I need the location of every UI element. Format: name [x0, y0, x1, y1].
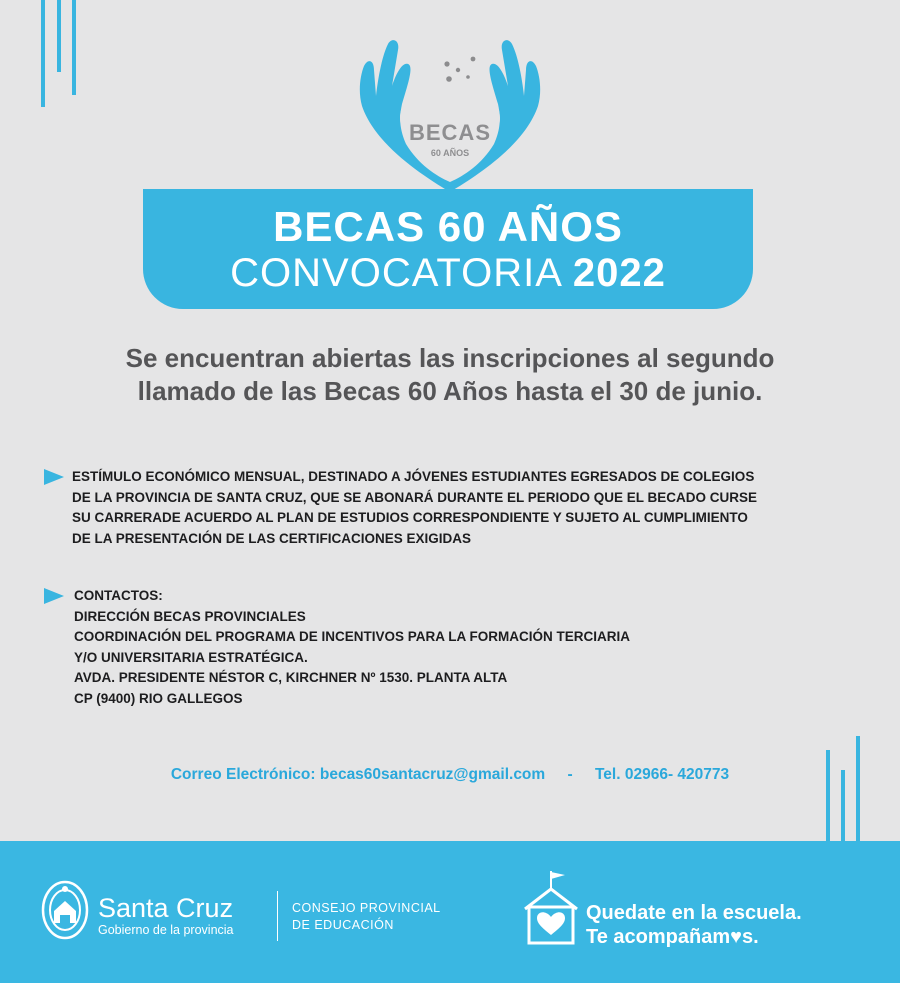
- headline-line-2: llamado de las Becas 60 Años hasta el 30 de junio.: [137, 376, 763, 406]
- contacts-text: [74, 586, 630, 709]
- logo-sub: 60 AÑOS: [430, 148, 470, 158]
- footer-divider: [277, 891, 278, 941]
- title-banner: [143, 189, 753, 309]
- contacts-line: DIRECCIÓN BECAS PROVINCIALES: [74, 608, 306, 624]
- contacts-line: COORDINACIÓN DEL PROGRAMA DE INCENTIVOS PARA LA FORMACIÓN TERCIARIA: [74, 629, 631, 644]
- description-line: DE LA PRESENTACIÓN DE LAS CERTIFICACIONES EXIGIDAS: [72, 530, 472, 546]
- council-name: [292, 900, 441, 934]
- becas-logo: [350, 34, 550, 194]
- logo-name: BECAS: [408, 120, 491, 145]
- slogan: [586, 901, 802, 949]
- slogan-line-1: Quedate en la escuela.: [586, 902, 802, 924]
- banner-subtitle-prefix: CONVOCATORIA: [230, 251, 561, 295]
- phone-link[interactable]: Tel. 02966- 420773: [594, 766, 730, 783]
- contacts-line: AVDA. PRESIDENTE NÉSTOR C, KIRCHNER Nº 1530. PLANTA ALTA: [74, 670, 508, 685]
- email-link[interactable]: Correo Electrónico: becas60santacruz@gmail.com: [170, 766, 546, 783]
- contacts-line: Y/O UNIVERSITARIA ESTRATÉGICA.: [74, 649, 308, 665]
- heart-hands-icon: [350, 34, 550, 194]
- banner-subtitle: [143, 251, 753, 296]
- description-line: DE LA PROVINCIA DE SANTA CRUZ, QUE SE ABONARÁ DURANTE EL PERIODO QUE EL BECADO CURSE: [72, 489, 758, 505]
- council-line-1: CONSEJO PROVINCIAL: [292, 901, 441, 915]
- description-line: ESTÍMULO ECONÓMICO MENSUAL, DESTINADO A JÓVENES ESTUDIANTES EGRESADOS DE COLEGIOS: [72, 469, 755, 484]
- footer: [0, 841, 900, 983]
- banner-title: BECAS 60 AÑOS: [273, 203, 623, 250]
- contact-separator: -: [567, 766, 573, 783]
- description-text: [72, 467, 757, 549]
- contact-line: [0, 766, 900, 784]
- decorative-bars-top-left: [38, 0, 78, 110]
- province-emblem-icon: [40, 879, 90, 941]
- banner-year: 2022: [572, 251, 666, 295]
- headline: [40, 342, 860, 408]
- slogan-line-2: Te acompañam♥s.: [586, 926, 759, 948]
- province-name: Santa Cruz: [98, 893, 234, 923]
- triangle-bullet-icon: [44, 588, 64, 604]
- triangle-bullet-icon: [44, 469, 64, 485]
- contacts-heading: CONTACTOS:: [74, 588, 163, 603]
- decorative-bars-right: [824, 736, 864, 842]
- contacts-line: CP (9400) RIO GALLEGOS: [74, 690, 243, 706]
- headline-line-1: Se encuentran abiertas las inscripciones al segundo: [125, 343, 775, 373]
- council-line-2: DE EDUCACIÓN: [292, 918, 394, 932]
- school-heart-icon: [521, 869, 581, 947]
- province-subtitle: Gobierno de la provincia: [98, 923, 234, 937]
- description-line: SU CARRERADE ACUERDO AL PLAN DE ESTUDIOS CORRESPONDIENTE Y SUJETO AL CUMPLIMIENTO: [72, 510, 748, 525]
